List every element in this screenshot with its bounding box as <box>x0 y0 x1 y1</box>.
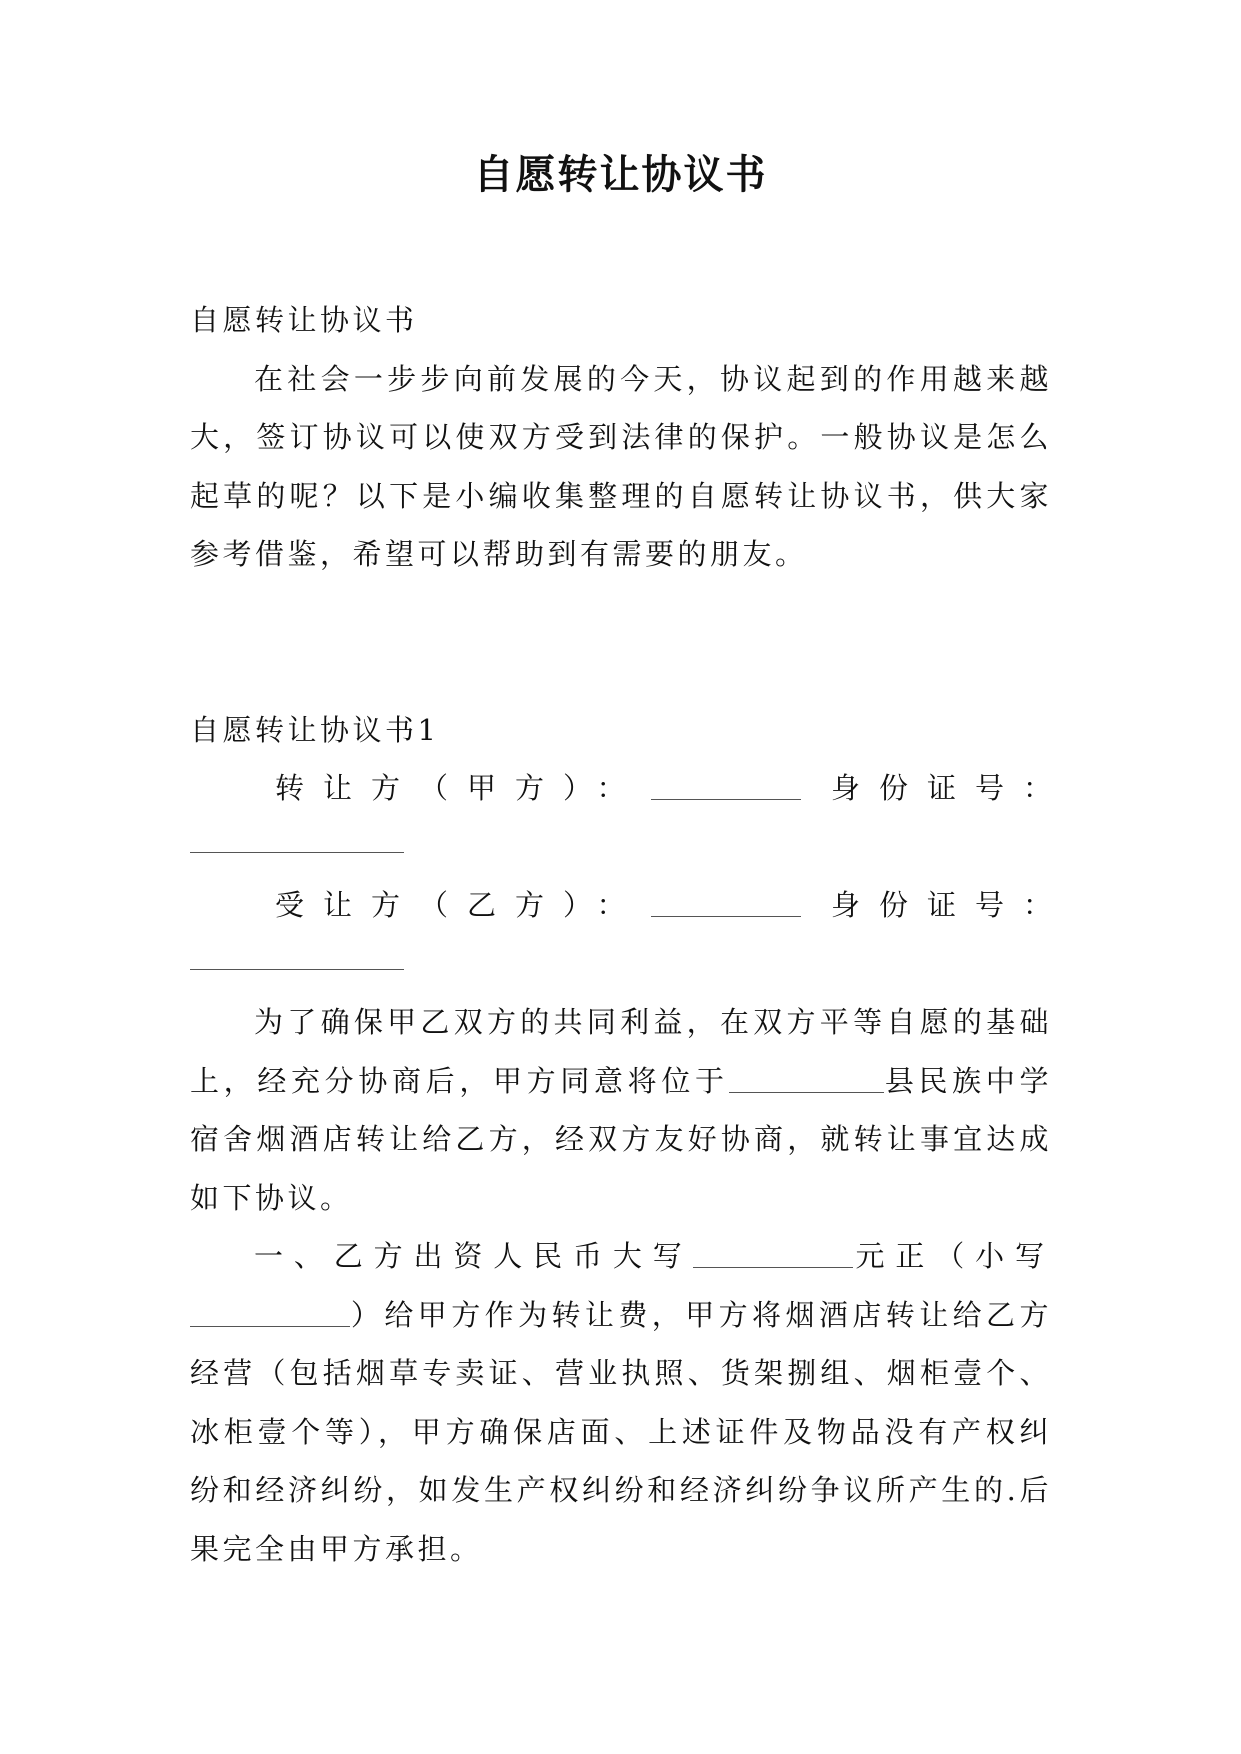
purpose-paragraph <box>190 993 1052 1227</box>
transferee-label: 受让方（乙方）： <box>275 888 645 922</box>
transferee-line <box>190 876 1071 935</box>
clause-one-text-part2: 元正（小写 <box>852 1239 1052 1273</box>
clause-one-text-part3: ）给甲方作为转让费，甲方将烟酒店转让给乙方经营（包括烟草专卖证、营业执照、货架捌组、烟柜壹个、冰柜壹个等），甲方确保店面、上述证件及物品没有产权纠纷和经济纠纷，如发生产权纠纷和经济纠纷争议所产生的.后果完全由甲方承担。 <box>190 1297 1052 1566</box>
clause-one-paragraph <box>190 1227 1052 1578</box>
section-spacer <box>190 584 1052 701</box>
transferee-id-rule <box>190 969 404 970</box>
transferee-name-blank <box>651 915 801 917</box>
purpose-text-part1: 为了确保甲乙双方的共同利益，在双方平等自愿的基础上，经充分协商后，甲方同意将位于 <box>190 1005 1052 1098</box>
transferor-line <box>190 759 1071 818</box>
clause-one-text-part1: 一、乙方出资人民币大写 <box>254 1239 693 1273</box>
transferee-id-label: 身份证号： <box>830 888 1071 922</box>
intro-heading: 自愿转让协议书 <box>190 303 418 337</box>
transferor-id-rule <box>190 852 404 853</box>
transferor-label: 转让方（甲方）： <box>275 771 645 805</box>
transferor-id-blank <box>190 818 1052 877</box>
amount-uppercase-blank <box>693 1266 853 1268</box>
amount-lowercase-blank <box>190 1325 350 1327</box>
purpose-text-part2: 县民族中学宿舍烟酒店转让给乙方，经双方友好协商，就转让事宜达成如下协议。 <box>190 1063 1052 1215</box>
transferor-name-blank <box>651 798 801 800</box>
transferee-id-blank <box>190 935 1052 994</box>
intro-paragraph: 在社会一步步向前发展的今天，协议起到的作用越来越大，签订协议可以使双方受到法律的保护。一般协议是怎么起草的呢？以下是小编收集整理的自愿转让协议书，供大家参考借鉴，希望可以帮助到有需要的朋友。 <box>190 361 1052 571</box>
section-heading: 自愿转让协议书1 <box>190 712 440 747</box>
transferor-id-label: 身份证号： <box>830 771 1071 805</box>
county-blank <box>729 1091 884 1093</box>
page-title: 自愿转让协议书 <box>473 152 768 198</box>
document-body <box>190 291 1071 1578</box>
